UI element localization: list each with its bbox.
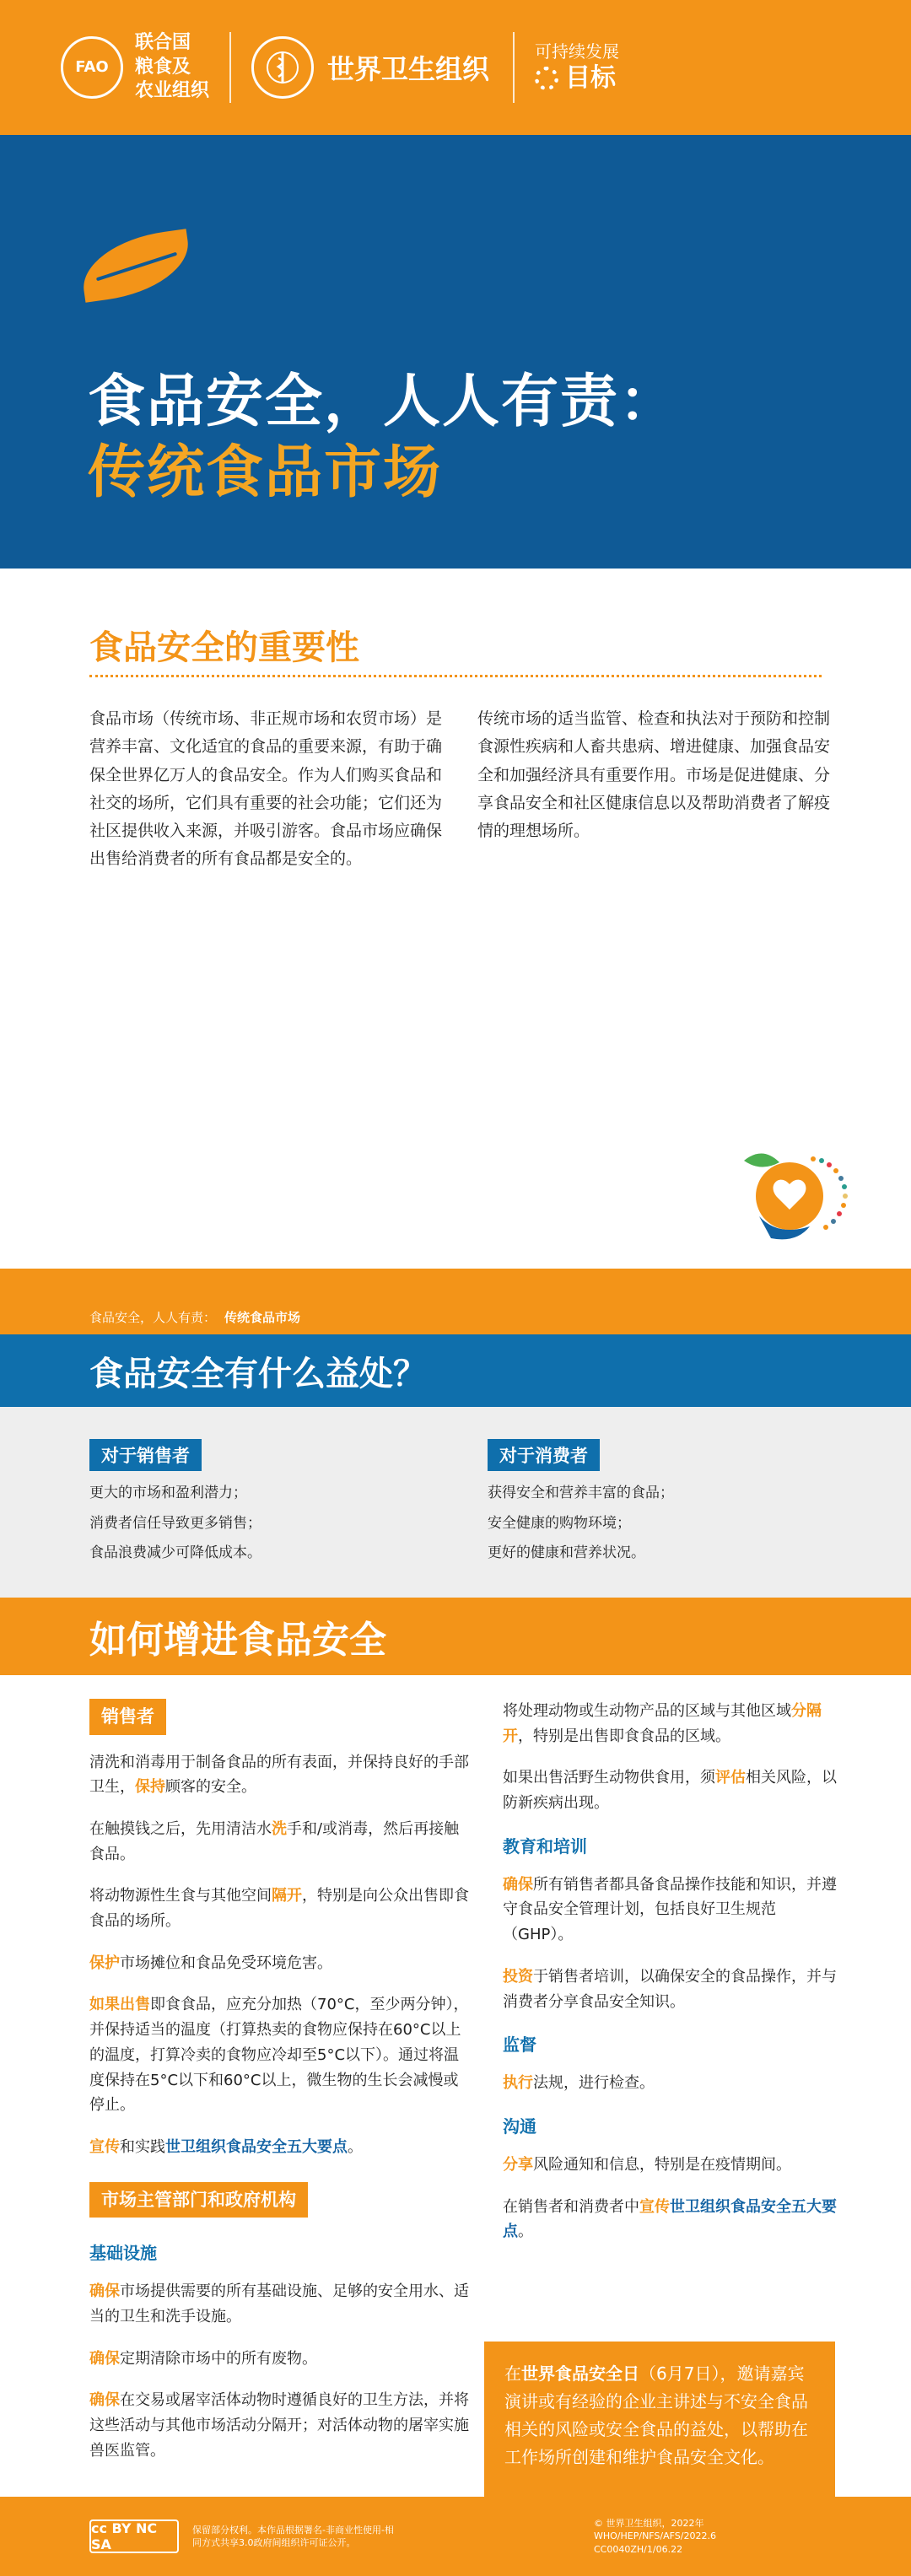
infra-subtitle: 基础设施 [89,2243,157,2264]
sdg-logo [535,41,619,94]
sdg-line2: 目标 [565,62,617,93]
food-safety-hands-icon [729,1142,864,1252]
sdg-wheel-icon [535,67,558,90]
importance-section [0,569,911,1269]
sdg-line1: 可持续发展 [535,40,620,62]
benefit-box [0,1407,911,1598]
tip: 确保市场提供需要的所有基础设施、足够的安全用水、适当的卫生和洗手设施。 [89,2282,469,2325]
seller-benefit: 更大的市场和盈利潜力； [89,1485,247,1501]
importance-left-text: 食品市场（传统市场、非正规市场和农贸市场）是营养丰富、文化适宜的食品的重要来源，有助于确保全世界亿万人的食品安全。作为人们购买食品和社交的场所，它们具有重要的社会功能；它们还为社区提供收入来源，并吸引游客。食品市场应确保出售给消费者的所有食品都是安全的。 [89,709,443,869]
band-title: 传统食品市场 [224,1310,301,1325]
how-section [0,1675,911,2536]
how-left-column [89,1699,469,2480]
tip: 宣传和实践世卫组织食品安全五大要点。 [89,2137,363,2156]
tip: 执行法规，进行检查。 [503,2074,655,2093]
consumer-benefit: 更好的健康和营养状况。 [488,1544,645,1561]
top-header [0,0,911,135]
license-text: 保留部分权利。本作品根据署名-非商业性使用-相同方式共享3.0政府间组织许可证公开。 [192,2524,394,2548]
hero-title-line2: 传统食品市场 [88,439,443,506]
seller-benefit: 食品浪费减少可降低成本。 [89,1544,261,1561]
fao-logo [61,31,209,104]
tip: 在销售者和消费者中宣传世卫组织食品安全五大要点。 [503,2197,837,2241]
importance-title: 食品安全的重要性 [89,628,359,667]
tip: 将处理动物或生动物产品的区域与其他区域分隔开，特别是出售即食食品的区域。 [503,1702,822,1745]
sellers-label: 对于销售者 [89,1439,202,1471]
tip: 确保在交易或屠宰活体动物时遵循良好的卫生方法，并将这些活动与其他市场活动分隔开；对活体动物的屠宰实施兽医监管。 [89,2391,469,2460]
communication-subtitle: 沟通 [503,2115,536,2137]
benefit-title: 食品安全有什么益处？ [0,1334,911,1407]
page2-band [0,1269,911,1334]
tip: 确保所有销售者都具备食品操作技能和知识，并遵守食品安全管理计划，包括良好卫生规范（GHP）。 [503,1875,837,1944]
tip: 如果出售即食食品，应充分加热（70°C，至少两分钟），并保持适当的温度（打算热卖的食物应保持在60°C以上的温度，打算冷卖的食物应冷却至5°C以下）。通过将温度保持在5°C以下和60°C以上，微生物的生长会减慢或停止。 [89,1996,469,2115]
education-subtitle: 教育和培训 [503,1835,587,1857]
tip: 在触摸钱之后，先用清洁水洗手和/或消毒，然后再接触食品。 [89,1820,460,1863]
how-title: 如何增进食品安全 [0,1598,911,1675]
tip: 如果出售活野生动物供食用，须评估相关风险，以防新疾病出现。 [503,1769,837,1813]
gov-label: 市场主管部门和政府机构 [89,2182,308,2218]
who-emblem-icon [251,36,314,99]
fao-name: 联合国 粮食及 农业组织 [135,32,210,102]
divider [229,32,231,103]
hero-banner [0,135,911,569]
tip: 确保定期清除市场中的所有废物。 [89,2349,317,2368]
who-logo [251,36,489,99]
consumer-benefit: 获得安全和营养丰富的食品； [488,1485,674,1501]
dotted-divider [89,675,822,677]
tip: 清洗和消毒用于制备食品的所有表面，并保持良好的手部卫生，保持顾客的安全。 [89,1753,469,1797]
band-prefix: 食品安全，人人有责： [89,1310,217,1325]
how-right-column [503,1699,840,2261]
tip: 分享风险通知和信息，特别是在疫情期间。 [503,2155,791,2174]
who-name: 世界卫生组织 [327,53,490,85]
sellers-benefits [89,1439,461,1573]
seller-benefit: 消费者信任导致更多销售； [89,1514,261,1532]
consumers-benefits [488,1439,859,1573]
sellers-how-label: 销售者 [89,1699,166,1735]
consumer-benefit: 安全健康的购物环境； [488,1514,631,1532]
importance-right-text: 传统市场的适当监管、检查和执法对于预防和控制食源性疾病和人畜共患病、增进健康、加强食品安全和加强经济具有重要作用。市场是促进健康、分享食品安全和社区健康信息以及帮助消费者了解疫情的理想场所。 [477,709,831,840]
hero-title-line1: 食品安全，人人有责： [88,369,679,435]
divider [513,32,515,103]
fao-emblem-icon: FAO [61,36,123,99]
copyright-text: © 世界卫生组织，2022年 WHO/HEP/NFS/AFS/2022.6 CC0040ZH/1/06.22 [594,2517,716,2555]
footer [0,2497,911,2576]
tip: 将动物源性生食与其他空间隔开，特别是向公众出售即食食品的场所。 [89,1887,469,1931]
world-food-safety-day-callout: 在世界食品安全日（6月7日），邀请嘉宾演讲或有经验的企业主讲述与不安全食品相关的风险或安全食品的益处，以帮助在工作场所创建和维护食品安全文化。 [484,2342,835,2530]
tip: 投资于销售者培训，以确保安全的食品操作，并与消费者分享食品安全知识。 [503,1967,837,2011]
creative-commons-badge: cc BY NC SA [89,2519,179,2553]
supervision-subtitle: 监督 [503,2034,536,2056]
tip: 保护市场摊位和食品免受环境危害。 [89,1954,332,1972]
consumers-label: 对于消费者 [488,1439,600,1471]
